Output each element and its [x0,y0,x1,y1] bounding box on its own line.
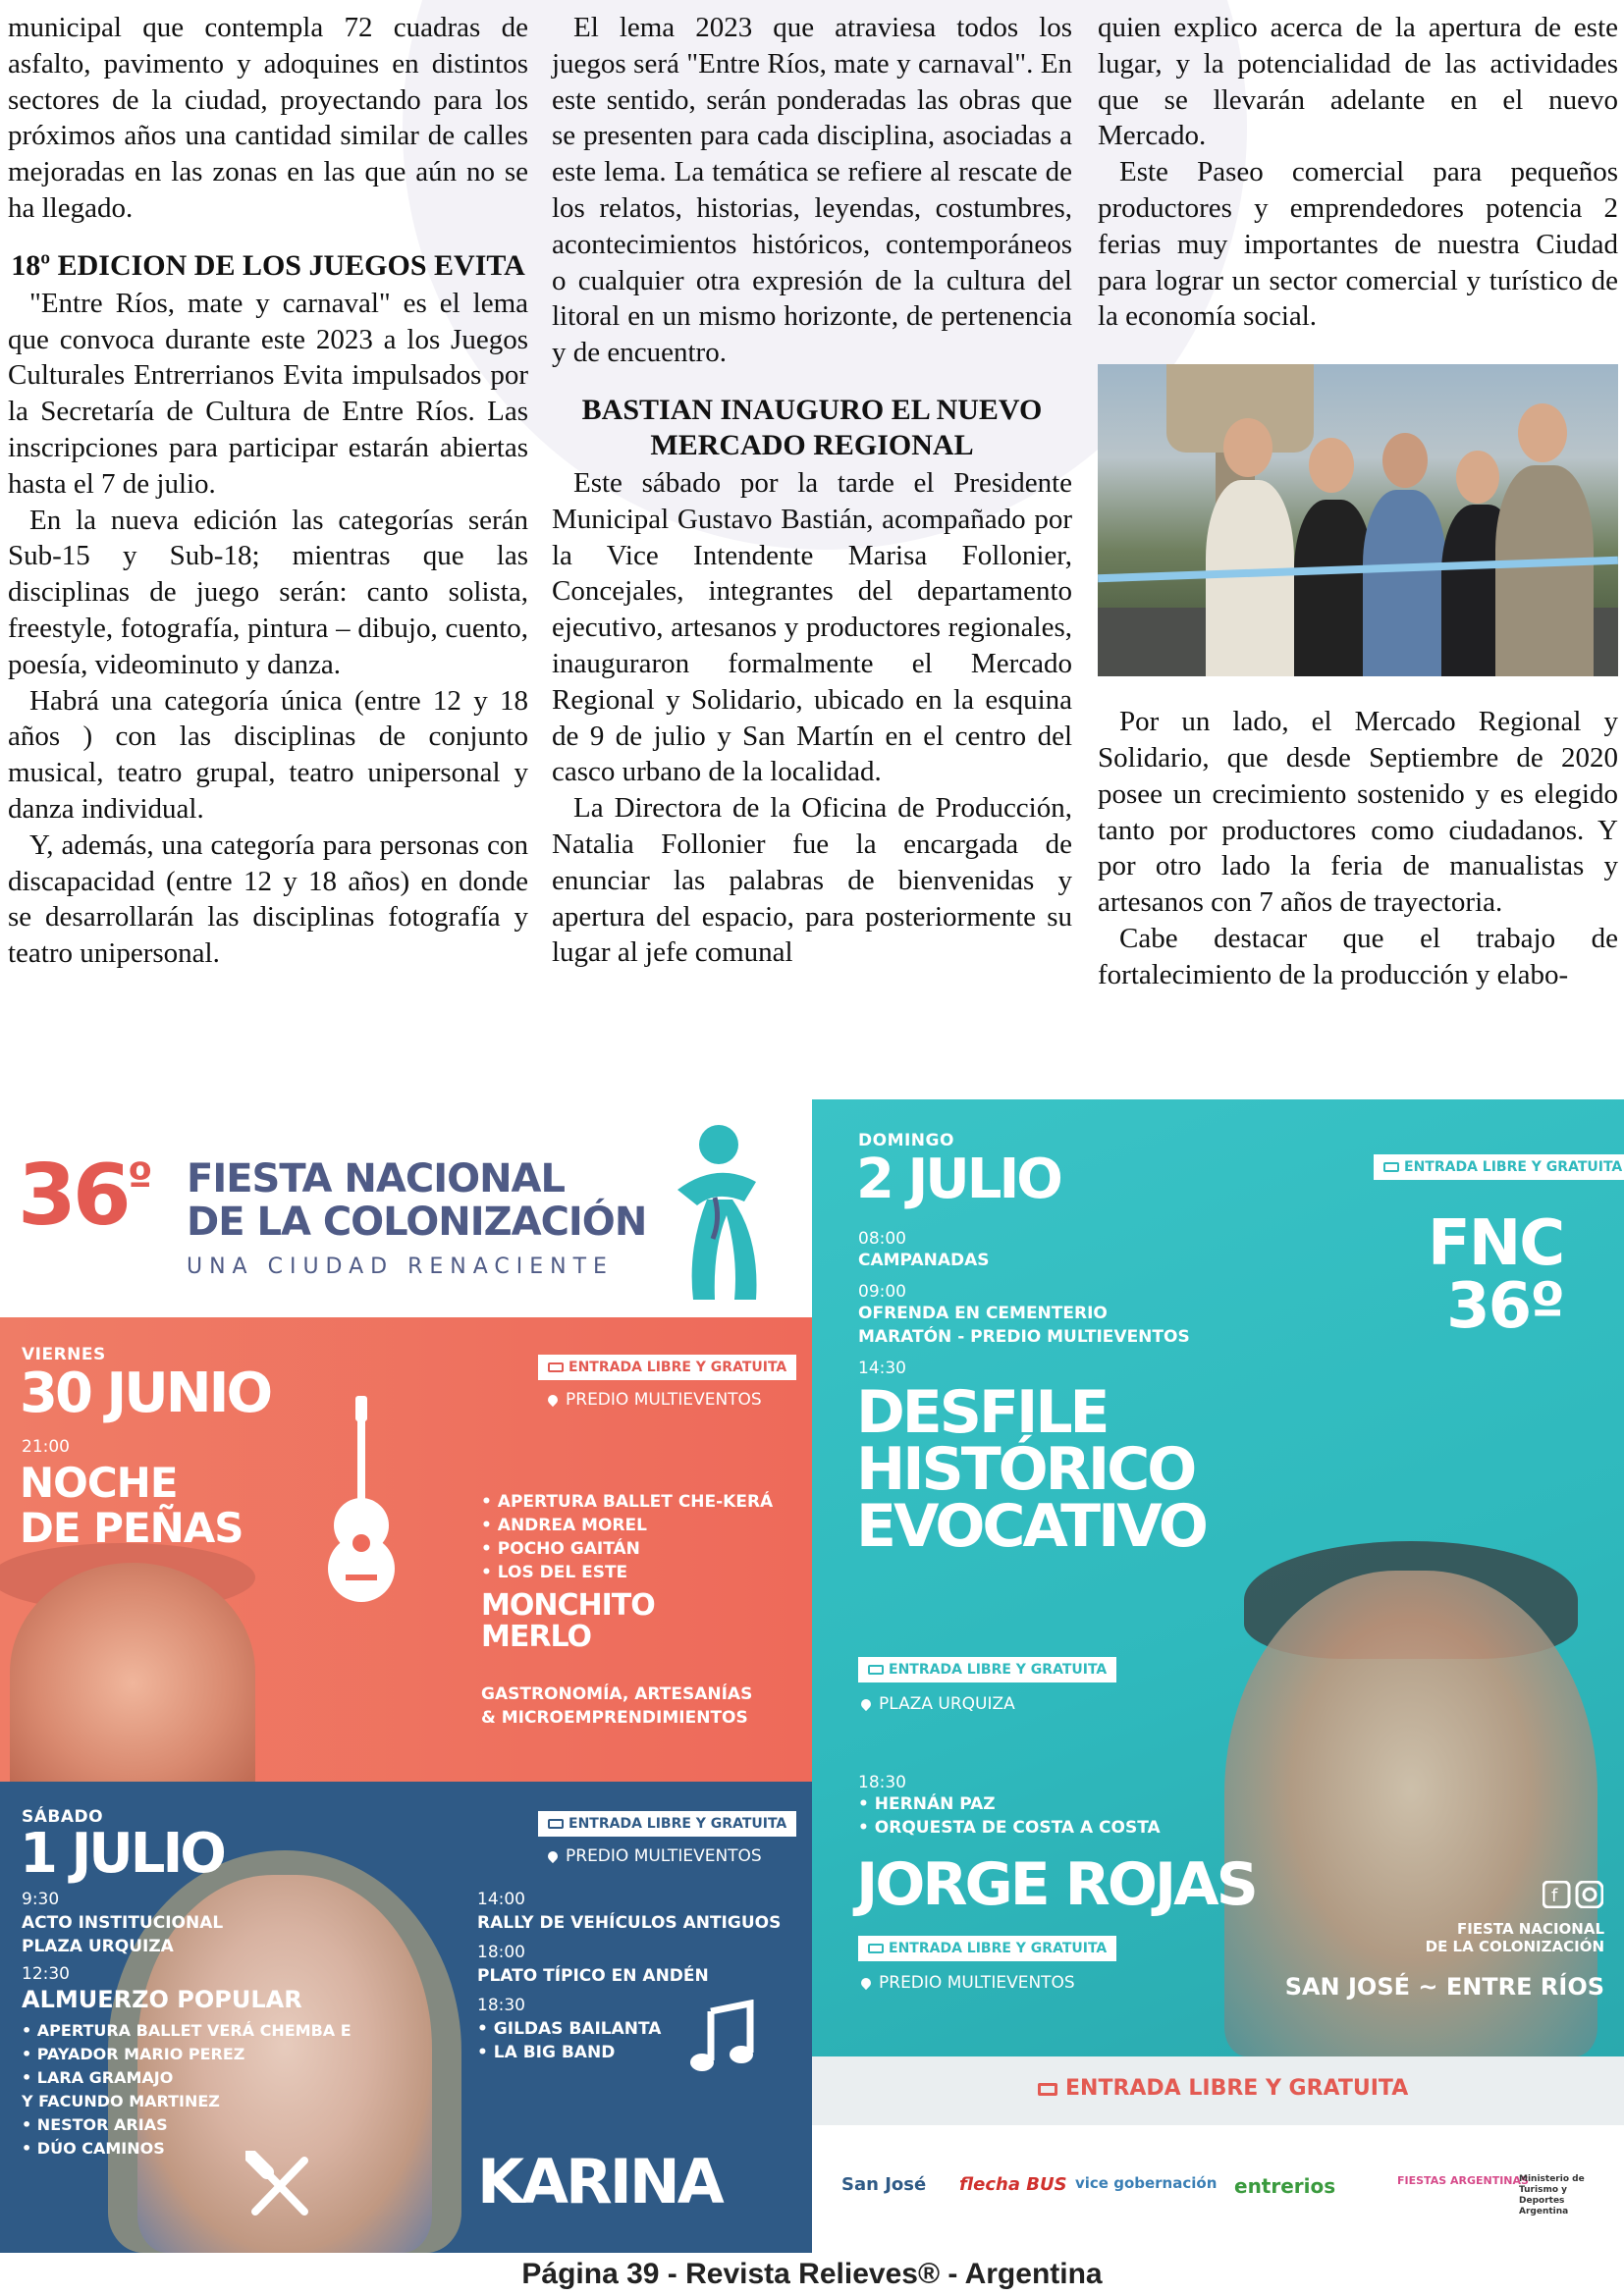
day-label: VIERNES [22,1345,106,1364]
guitar-icon [312,1396,410,1602]
paragraph: Este Paseo comercial para pequeños productores y emprendedores potencia 2 ferias muy importantes de nuestra Ciudad para lograr un sector comercial y turístico de la economía social. [1098,156,1618,333]
venue-label: PREDIO MULTIEVENTOS [548,1846,762,1866]
fnc-logo: FNC 36º [1428,1207,1564,1343]
event-title: NOCHE DE PEÑAS [20,1459,244,1552]
article-column-1 [8,10,528,972]
headliner-name: JORGE ROJAS [856,1850,1256,1919]
paragraph: quien explico acerca de la apertura de este lugar, y la potencialidad de las actividades que se llevarán adelante en el nuevo Mercado. [1098,12,1618,152]
free-entry-badge: ENTRADA LIBRE Y GRATUITA [538,1811,796,1837]
acts-list: • HERNÁN PAZ • ORQUESTA DE COSTA A COSTA [858,1794,1161,1838]
free-entry-strip [812,2056,1624,2125]
festival-tagline: UNA CIUDAD RENACIENTE [187,1255,614,1279]
section-heading: BASTIAN INAUGURO EL NUEVO MERCADO REGIONAL [581,393,1043,461]
poster-header [0,1099,812,1317]
date-label: 30 JUNIO [20,1362,271,1425]
person-head [1223,418,1272,477]
location-label: SAN JOSÉ ~ ENTRE RÍOS [1284,1973,1604,2001]
free-entry-badge: ENTRADA LIBRE Y GRATUITA [858,1936,1116,1961]
festival-title-line1: FIESTA NACIONAL [187,1156,565,1201]
ministerio-turismo-logo: Ministerio de Turismo y Deportes Argentina [1519,2174,1585,2216]
poster-right-panel [812,1099,1624,2056]
acts-list: • APERTURA BALLET VERÁ CHEMBA E • PAYADOR MARIO PEREZ • LARA GRAMAJO Y FACUNDO MARTINEZ • NESTOR ARIAS • DÚO CAMINOS [22,2021,352,2158]
article-column-3 [1098,10,1618,993]
music-note-icon [687,2000,756,2078]
person-shape [1495,465,1594,676]
festival-credit: FIESTA NACIONAL DE LA COLONIZACIÓN [1425,1920,1604,1955]
friday-section [0,1317,812,1782]
date-label: 1 JULIO [20,1822,224,1886]
person-shape [1363,490,1446,676]
paragraph: Este sábado por la tarde el Presidente Municipal Gustavo Bastián, acompañado por la Vice Intendente Marisa Follonier, Concejales, integrantes del departamento ejecutivo, artesanos y productores regionales, inauguraron formalmente el Mercado Regional y Solidario, ubicado en la esquina de 9 de julio y San Martín en el centro del casco urbano de la localidad. [552,466,1072,788]
person-head [1382,433,1428,488]
time-label: 21:00 [22,1437,70,1457]
venue-label: PREDIO MULTIEVENTOS [861,1973,1075,1993]
event-title: CAMPANADAS [858,1251,990,1270]
vice-gobernacion-logo: vice gobernación [1075,2174,1218,2192]
paragraph: La Directora de la Oficina de Producción, Natalia Follonier fue la encargada de enunciar las palabras de bienvenidas y apertura del espacio, para posteriormente su lugar al jefe comunal [552,792,1072,969]
time-label: 12:30 [22,1964,70,1984]
time-label: 08:00 [858,1229,906,1249]
headliner-name: MONCHITO MERLO [481,1588,655,1654]
time-label: 18:30 [858,1773,906,1792]
event-title: RALLY DE VEHÍCULOS ANTIGUOS [477,1913,782,1933]
festival-poster [0,1099,1624,2253]
event-title: OFRENDA EN CEMENTERIO MARATÓN - PREDIO MULTIEVENTOS [858,1304,1190,1347]
time-label: 9:30 [22,1890,60,1909]
headliner-name: KARINA [477,2146,722,2217]
time-label: 14:30 [858,1359,906,1378]
free-entry-badge: ENTRADA LIBRE Y GRATUITA [858,1657,1116,1682]
fiestas-argentinas-logo: FIESTAS ARGENTINAS [1397,2174,1529,2187]
paragraph: "Entre Ríos, mate y carnaval" es el lema que convoca durante este 2023 a los Juegos Culturales Entrerrianos Evita impulsados por la Secretaría de Cultura de Entre Ríos. Las inscripciones para participar estarán abiertas hasta el 7 de julio. [8,287,528,500]
edition-number: $36^º$ [18,1147,149,1245]
paragraph: El lema 2023 que atraviesa todos los juegos será "Entre Ríos, mate y carnaval". En este sentido, serán ponderadas las obras que se presenten para cada disciplina, asociadas a este lema. La temática se refiere al rescate de los relatos, historias, leyendas, costumbres, acontecimientos históricos, contemporáneos o cualquier otra expresión de la cultura del litoral en un mismo horizonte, de pertenencia y de encuentro. [552,12,1072,369]
cutlery-icon [245,2151,314,2219]
sponsor-logos [812,2125,1624,2253]
paragraph: Habrá una categoría única (entre 12 y 18 años ) con las disciplinas de conjunto musical, teatro grupal, teatro unipersonal y danza individual. [8,684,528,825]
time-label: 14:00 [477,1890,525,1909]
extra-info: GASTRONOMÍA, ARTESANÍAS & MICROEMPRENDIMIENTOS [481,1684,753,1728]
free-entry-footer-label: ENTRADA LIBRE Y GRATUITA [1038,2076,1408,2101]
event-title: DESFILE HISTÓRICO EVOCATIVO [856,1378,1206,1561]
section-heading: 18º EDICION DE LOS JUEGOS EVITA [11,248,525,282]
person-head [1456,451,1499,504]
person-shape [1206,480,1294,676]
paragraph: En la nueva edición las categorías serán Sub-15 y Sub-18; mientras que las disciplinas de juego serán: canto solista, freestyle, fotografía, pintura – dibujo, cuento, poesía, videominuto y danza. [8,504,528,680]
inauguration-photo [1098,364,1618,676]
saturday-section [0,1782,812,2253]
person-head [1309,438,1354,493]
festival-title-line2: DE LA COLONIZACIÓN [187,1200,647,1245]
paragraph: municipal que contempla 72 cuadras de asfalto, pavimento y adoquines en distintos sectores de la ciudad, proyectando para los próximos años una cantidad similar de calles mejoradas en las zonas en las que aún no se ha llegado. [8,12,528,224]
paragraph: Y, además, una categoría para personas con discapacidad (entre 12 y 18 años) en donde se desarrollarán las disciplinas fotografía y teatro unipersonal. [8,828,528,970]
acts-list: • GILDAS BAILANTA • LA BIG BAND [477,2019,662,2062]
article-column-2 [552,10,1072,971]
paragraph: Cabe destacar que el trabajo de fortalecimiento de la producción y elabo- [1098,922,1618,990]
event-title: ACTO INSTITUCIONAL PLAZA URQUIZA [22,1913,224,1956]
social-media-icons [1543,1881,1603,1908]
venue-label: PREDIO MULTIEVENTOS [548,1390,762,1410]
free-entry-badge: ENTRADA LIBRE Y GRATUITA [538,1355,796,1380]
time-label: 09:00 [858,1282,906,1302]
paragraph: Por un lado, el Mercado Regional y Solidario, que desde Septiembre de 2020 posee un crecimiento sostenido y es elegido tanto por productores como ciudadanos. Y por otro lado la feria de manualistas y artesanos con 7 años de trayectoria. [1098,706,1618,919]
monchito-merlo-photo [10,1563,255,1782]
poster-left-panel [0,1099,812,2253]
day-label: DOMINGO [858,1131,954,1150]
event-title: PLATO TÍPICO EN ANDÉN [477,1966,709,1986]
svg-text:f: f [1551,1886,1558,1906]
date-label: 2 JULIO [856,1148,1060,1211]
entre-rios-logo: entrerios [1234,2174,1336,2198]
person-head [1518,403,1567,462]
time-label: 18:30 [477,1996,525,2015]
person-shape [1294,500,1373,676]
acts-list: • APERTURA BALLET CHE-KERÁ • ANDREA MOREL • POCHO GAITÁN • LOS DEL ESTE [481,1492,774,1582]
festival-logo-figure-icon [658,1121,776,1303]
event-title: ALMUERZO POPULAR [22,1986,302,2013]
page-footer: Página 39 - Revista Relieves® - Argentina [521,2258,1103,2290]
day-label: SÁBADO [22,1807,104,1827]
venue-label: PLAZA URQUIZA [861,1694,1015,1714]
time-label: 18:00 [477,1943,525,1962]
flecha-bus-logo: flecha BUS [959,2174,1067,2195]
san-jose-logo: San José [841,2174,927,2195]
free-entry-badge: ENTRADA LIBRE Y GRATUITA [1374,1154,1624,1180]
